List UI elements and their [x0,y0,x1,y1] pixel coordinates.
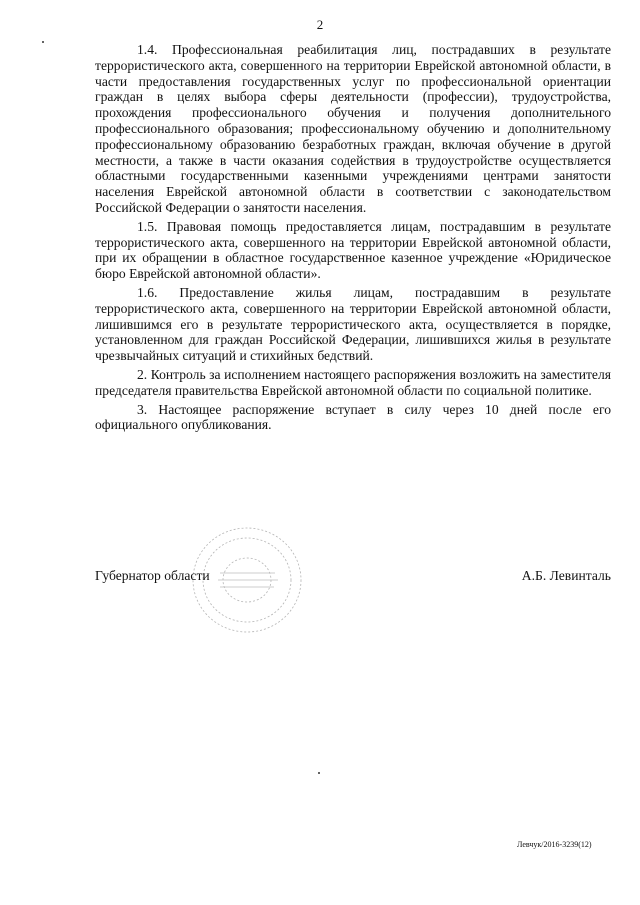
paragraph-1-4: 1.4. Профессиональная реабилитация лиц, пострадавших в результате террористического акта, совершенного на территории Еврейской автономной области, в части предоставления государственных услуг по профессиональной ориентации граждан в целях выбора сферы деятельности (профессии), трудоустройства, прохождения профессионального обучения и получения дополнительного профессионального образования; профессиональному обучению и дополнительному профессиональному образованию безработных граждан, включая обучение в другой местности, а также в части оказания содействия в трудоустройстве осуществляется областными государственными казенными учреждениями центрами занятости населения Еврейской автономной области в соответствии с законодательством Российской Федерации о занятости населения. [95,42,611,215]
paragraph-2: 2. Контроль за исполнением настоящего распоряжения возложить на заместителя председателя правительства Еврейской автономной области по социальной политике. [95,366,611,398]
page-number: 2 [316,17,324,32]
scan-speck [42,41,44,43]
scan-speck [318,772,320,774]
paragraph-1-6: 1.6. Предоставление жилья лицам, пострадавшим в результате террористического акта, совершенного на территории Еврейской автономной области, лишившимся его в результате террористического акта, осуществляется в порядке, установленном для граждан Российской Федерации, лишившихся жилья в результате чрезвычайных ситуаций и стихийных бедствий. [95,284,611,364]
paragraph-1-5: 1.5. Правовая помощь предоставляется лицам, пострадавшим в результате террористического акта, совершенного на территории Еврейской автономной области, при их обращении в областное государственное казенное учреждение «Юридическое бюро Еврейской автономной области». [95,218,611,282]
signatory-name: А.Б. Левинталь [521,568,611,583]
document-reference-code: Левчук/2016-3239(12) [517,840,592,849]
signatory-position: Губернатор области [95,568,210,583]
paragraph-3: 3. Настоящее распоряжение вступает в силу через 10 дней после его официального опубликования. [95,401,611,433]
document-body [95,42,611,436]
